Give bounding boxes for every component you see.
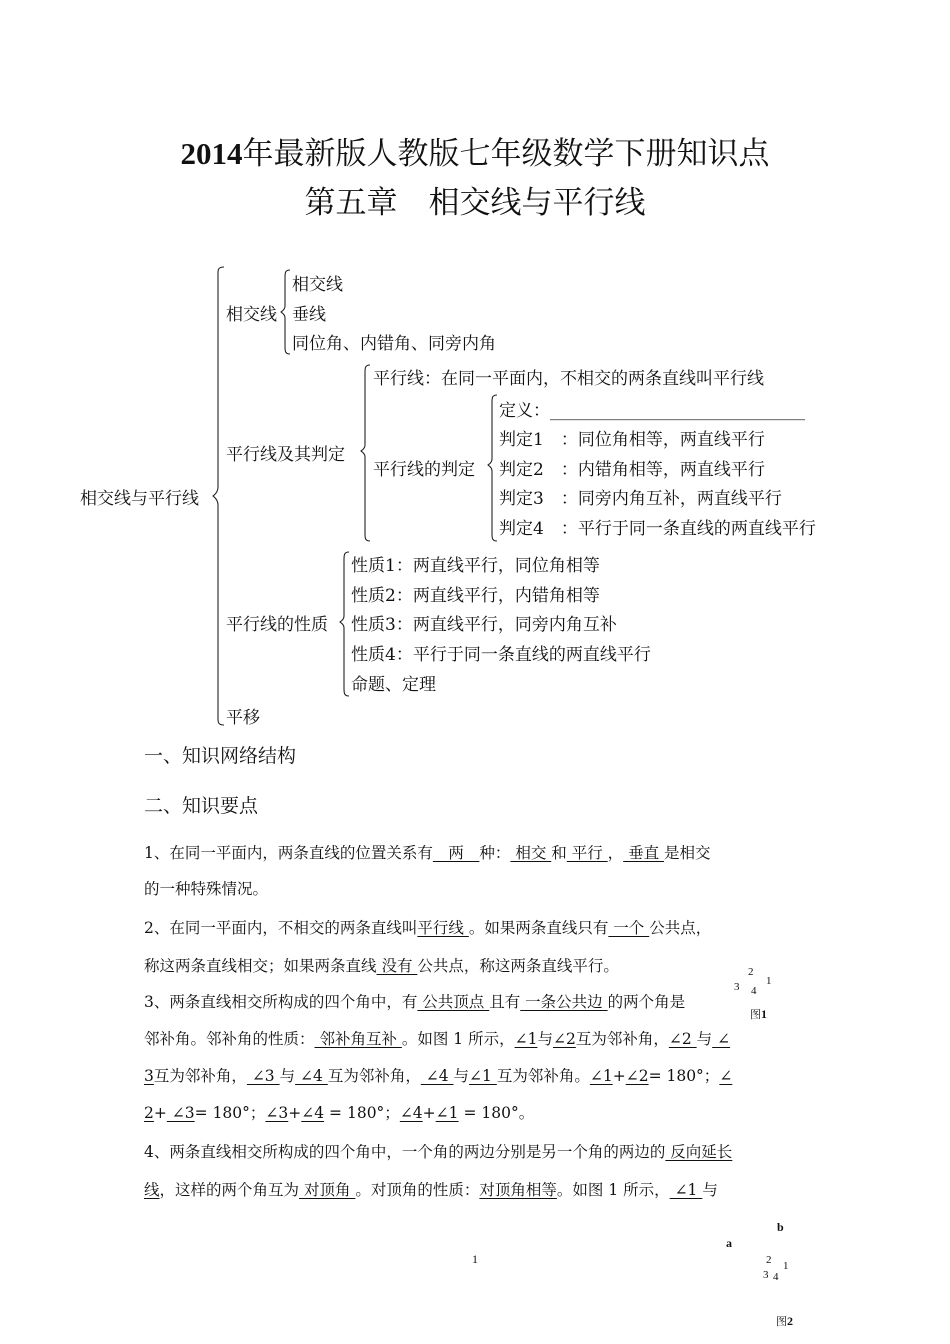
branch1-item: 同位角、内错角、同旁内角 (292, 334, 496, 354)
figure-2-angle-3: 3 (763, 1269, 769, 1281)
figure-2-angle-2: 2 (766, 1254, 772, 1266)
branch1-item: 垂线 (292, 305, 326, 325)
paragraph-1-line-1: 1、在同一平面内，两条直线的位置关系有 两 种： 相交 和 平行 ， 垂直 是相交 (144, 844, 711, 862)
judge-item: 判定4 ：平行于同一条直线的两直线平行 (499, 519, 816, 539)
branch4-label: 平移 (226, 708, 260, 728)
property-item: 性质3：两直线平行，同旁内角互补 (351, 615, 617, 635)
figure-2-line-b: b (777, 1220, 784, 1234)
figure-2-angle-1: 1 (783, 1260, 789, 1272)
page-number: 1 (472, 1252, 478, 1266)
root-brace (212, 265, 226, 727)
judge-item: 定义：______________________________ (499, 401, 805, 421)
figure-2-caption: 图2 (776, 1314, 793, 1328)
paragraph-1-line-2: 的一种特殊情况。 (144, 880, 269, 898)
judge-item: 判定2 ：内错角相等，两直线平行 (499, 460, 765, 480)
judge-label: 平行线的判定 (373, 460, 475, 480)
figure-1-angle-3: 3 (734, 981, 740, 993)
figure-1-angle-2: 2 (748, 966, 754, 978)
title-number: 2014 (180, 136, 243, 171)
figure-1-angle-1: 1 (766, 975, 772, 987)
title-text: 年最新版人教版七年级数学下册知识点 (242, 136, 770, 172)
paragraph-3-line-1: 3、两条直线相交所构成的四个角中，有 公共顶点 且有 一条公共边 的两个角是 (144, 993, 686, 1011)
branch3-label: 平行线的性质 (226, 615, 328, 635)
property-item: 性质1：两直线平行，同位角相等 (351, 556, 600, 576)
chapter-title: 第五章 相交线与平行线 (304, 185, 646, 221)
section-heading-1: 一、知识网络结构 (144, 745, 297, 767)
section-heading-2: 二、知识要点 (144, 795, 259, 817)
branch2-label: 平行线及其判定 (226, 445, 345, 465)
figure-2-line-a: a (726, 1236, 732, 1250)
property-item: 命题、定理 (351, 675, 436, 695)
property-item: 性质2：两直线平行，内错角相等 (351, 586, 600, 606)
branch1-item: 相交线 (292, 275, 343, 295)
property-item: 性质4：平行于同一条直线的两直线平行 (351, 645, 651, 665)
paragraph-3-line-3: 3互为邻补角， ∠3 与 ∠4 互为邻补角， ∠4 与∠1 互为邻补角。∠1+∠2= 180°；∠ (144, 1067, 733, 1085)
paragraph-2-line-1: 2、在同一平面内，不相交的两条直线叫平行线 。如果两条直线只有 一个 公共点， (144, 919, 712, 937)
judge-item: 判定1 ：同位角相等，两直线平行 (499, 430, 765, 450)
branch1-brace (280, 268, 292, 356)
paragraph-4-line-2: 线，这样的两个角互为 对顶角 。对顶角的性质：对顶角相等。如图 1 所示， ∠1 与 (144, 1181, 718, 1199)
branch1-label: 相交线 (226, 305, 277, 325)
page-title (0, 128, 950, 173)
figure-1-caption: 图1 (750, 1007, 767, 1021)
paragraph-4-line-1: 4、两条直线相交所构成的四个角中，一个角的两边分别是另一个角的两边的 反向延长 (144, 1143, 733, 1161)
paragraph-2-line-2: 称这两条直线相交；如果两条直线 没有 公共点，称这两条直线平行。 (144, 957, 619, 975)
tree-root-label: 相交线与平行线 (80, 489, 199, 509)
judge-brace (487, 393, 499, 543)
figure-1-angle-4: 4 (751, 985, 757, 997)
paragraph-3-line-2: 邻补角。邻补角的性质： 邻补角互补 。如图 1 所示，∠1与∠2互为邻补角，∠2 与 ∠ (144, 1030, 731, 1048)
branch3-brace (339, 550, 351, 698)
judge-item: 判定3 ：同旁内角互补，两直线平行 (499, 489, 782, 509)
parallel-definition: 平行线：在同一平面内，不相交的两条直线叫平行线 (373, 369, 764, 389)
figure-2-angle-4: 4 (773, 1271, 779, 1283)
branch2-brace (360, 363, 372, 543)
paragraph-3-line-4: 2+ ∠3= 180°；∠3+∠4 = 180°；∠4+∠1 = 180°。 (144, 1104, 535, 1122)
